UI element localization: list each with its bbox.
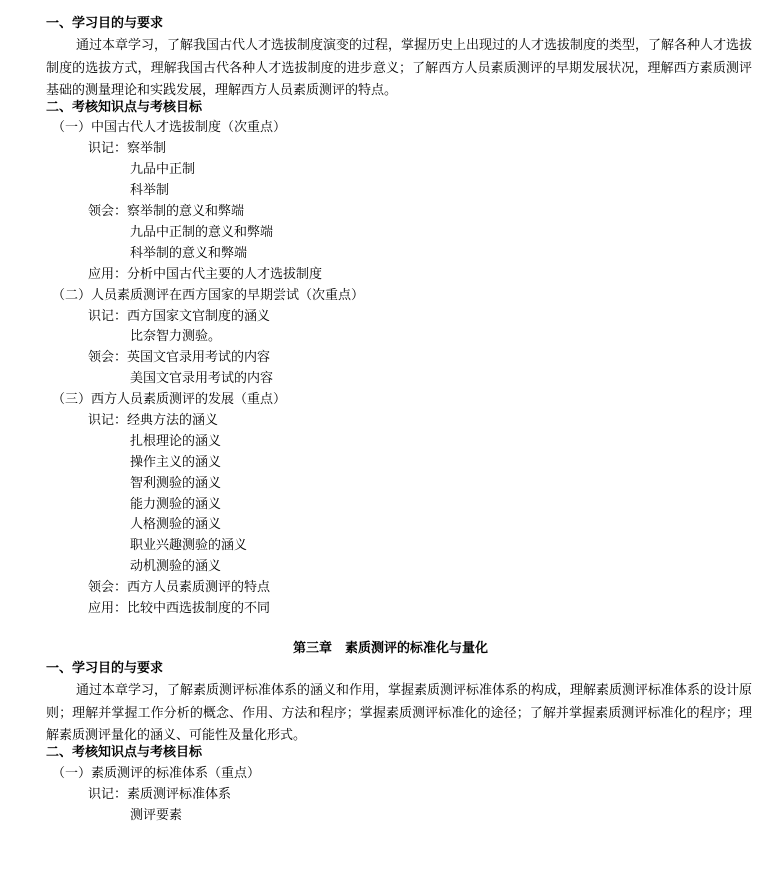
objectives-paragraph: 通过本章学习，了解我国古代人才选拔制度演变的过程，掌握历史上出现过的人才选拔制度的类型，了解各种人才选拔制度的选拔方式，理解我国古代各种人才选拔制度的进步意义；了解西方人员素质测评的早期发展状况，理解西方素质测评基础的测量理论和实践发展，理解西方人员素质测评的特点。 <box>46 38 753 98</box>
list-item: 动机测验的涵义 <box>130 559 222 574</box>
objectives-paragraph: 通过本章学习，了解素质测评标准体系的涵义和作用，掌握素质测评标准体系的构成，理解素质测评标准体系的设计原则；理解并掌握工作分析的概念、作用、方法和程序；掌握素质测评标准化的途径；了解并掌握素质测评标准化的程序；理解素质测评量化的涵义、可能性及量化形式。 <box>46 683 753 743</box>
list-item: 九品中正制的意义和弊端 <box>130 225 274 240</box>
comprehend-line: 领会：西方人员素质测评的特点 <box>88 580 271 595</box>
list-item: 比奈智力测验。 <box>130 329 222 344</box>
memorize-line: 识记：察举制 <box>88 141 167 156</box>
apply-line: 应用：比较中西选拔制度的不同 <box>88 601 271 616</box>
comprehend-line: 领会：英国文官录用考试的内容 <box>88 350 271 365</box>
section-heading-objectives: 一、学习目的与要求 <box>46 661 164 676</box>
chapter-title: 第三章 素质测评的标准化与量化 <box>292 641 488 656</box>
section-heading-knowledge-points: 二、考核知识点与考核目标 <box>46 745 203 760</box>
comprehend-line: 领会：察举制的意义和弊端 <box>88 204 245 219</box>
memorize-line: 识记：经典方法的涵义 <box>88 413 219 428</box>
memorize-line: 识记：西方国家文官制度的涵义 <box>88 309 271 324</box>
apply-line: 应用：分析中国古代主要的人才选拔制度 <box>88 267 323 282</box>
list-item: 职业兴趣测验的涵义 <box>130 538 248 553</box>
list-item: 测评要素 <box>130 808 183 823</box>
list-item: 扎根理论的涵义 <box>130 434 222 449</box>
list-item: 操作主义的涵义 <box>130 455 222 470</box>
subsection-title: （二）人员素质测评在西方国家的早期尝试（次重点） <box>52 288 365 303</box>
list-item: 美国文官录用考试的内容 <box>130 371 274 386</box>
subsection-title: （一）素质测评的标准体系（重点） <box>52 766 261 781</box>
subsection-title: （三）西方人员素质测评的发展（重点） <box>52 392 287 407</box>
list-item: 科举制 <box>130 183 170 198</box>
list-item: 人格测验的涵义 <box>130 517 222 532</box>
list-item: 能力测验的涵义 <box>130 497 222 512</box>
subsection-title: （一）中国古代人才选拔制度（次重点） <box>52 120 287 135</box>
memorize-line: 识记：素质测评标准体系 <box>88 787 232 802</box>
list-item: 九品中正制 <box>130 162 196 177</box>
list-item: 科举制的意义和弊端 <box>130 246 248 261</box>
section-heading-objectives: 一、学习目的与要求 <box>46 16 164 31</box>
list-item: 智利测验的涵义 <box>130 476 222 491</box>
section-heading-knowledge-points: 二、考核知识点与考核目标 <box>46 100 203 115</box>
